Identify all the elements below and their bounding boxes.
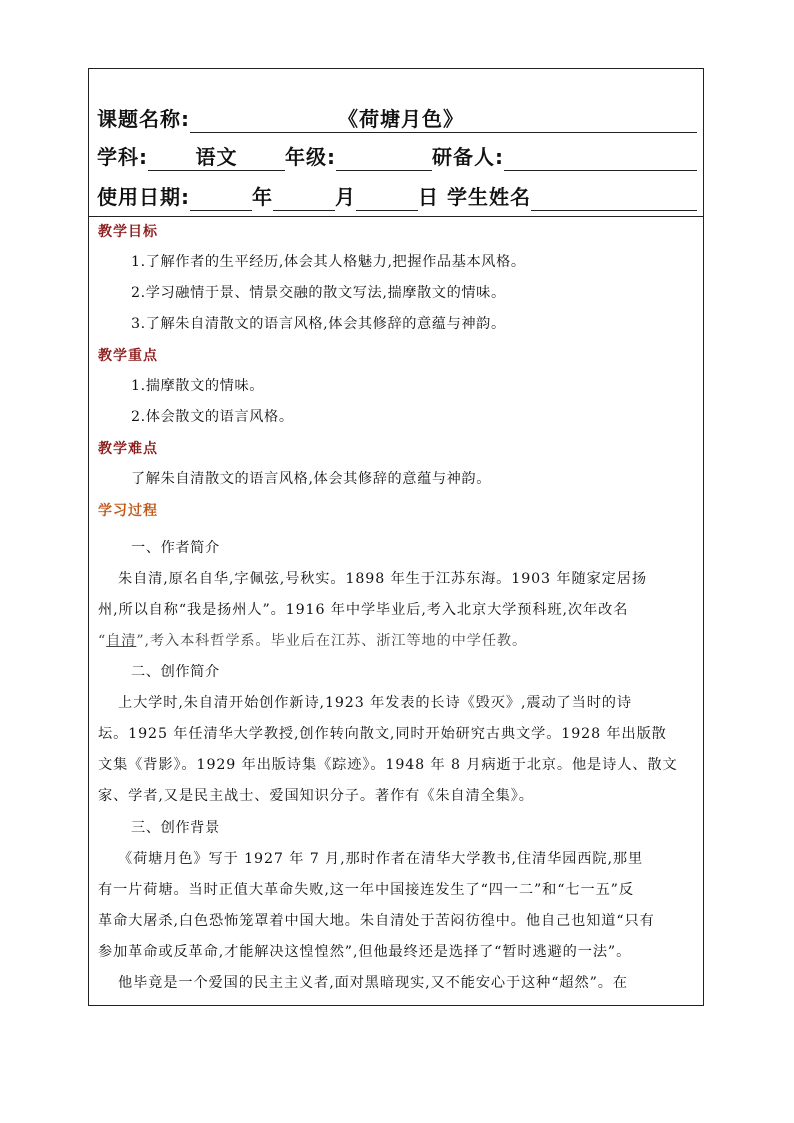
subject-value: 语文 <box>195 145 238 169</box>
date-label: 使用日期: <box>97 185 190 209</box>
title-row <box>97 101 697 133</box>
goal-item: 1.了解作者的生平经历,体会其人格魅力,把握作品基本风格。 <box>131 254 526 270</box>
paragraph-line: 有一片荷塘。当时正值大革命失败,这一年中国接连发生了“四一二”和“七一五”反 <box>98 882 634 898</box>
date-row <box>97 179 697 211</box>
paragraph-line: 他毕竟是一个爱国的民主主义者,面对黑暗现实,又不能安心于这种“超然”。在 <box>118 975 628 991</box>
creation-paragraph <box>98 688 700 812</box>
paragraph-line: 革命大屠杀,白色恐怖笼罩着中国大地。朱自清处于苦闷彷徨中。他自己也知道“只有 <box>98 913 655 929</box>
title-label: 课题名称: <box>97 107 190 131</box>
key-point-item: 2.体会散文的语言风格。 <box>131 409 294 425</box>
subject-label: 学科: <box>97 145 148 169</box>
day-label: 日 <box>418 185 439 209</box>
title-field[interactable] <box>190 106 697 133</box>
paragraph-line: 家、学者,又是民主战士、爱国知识分子。著作有《朱自清全集》。 <box>98 788 534 804</box>
goals-heading: 教学目标 <box>98 224 158 240</box>
quote-open: “ <box>98 633 107 649</box>
grade-field[interactable] <box>336 144 432 171</box>
header-section <box>89 69 703 217</box>
process-heading: 学习过程 <box>98 503 158 519</box>
section-title-background: 三、创作背景 <box>131 820 220 836</box>
title-value: 《荷塘月色》 <box>338 107 464 131</box>
section-title-creation: 二、创作简介 <box>131 664 220 680</box>
paragraph-line <box>98 626 700 657</box>
difficulty-heading: 教学难点 <box>98 441 158 457</box>
preparer-label: 研备人: <box>432 145 504 169</box>
paragraph-line: 《荷塘月色》写于 1927 年 7 月,那时作者在清华大学教书,住清华园西院,那里 <box>118 851 644 867</box>
link-zi-qing[interactable]: 自清 <box>106 633 137 649</box>
difficulty-text: 了解朱自清散文的语言风格,体会其修辞的意蕴与神韵。 <box>131 471 492 487</box>
paragraph-line: 朱自清,原名自华,字佩弦,号秋实。1898 年生于江苏东海。1903 年随家定居扬 <box>118 571 647 587</box>
line-text: ”,考入本科哲学系。毕业后在江苏、浙江等地的中学任教。 <box>136 633 528 649</box>
paragraph-line: 州,所以自称“我是扬州人”。1916 年中学毕业后,考入北京大学预科班,次年改名 <box>98 602 629 618</box>
year-field[interactable] <box>190 184 252 211</box>
day-field[interactable] <box>356 184 418 211</box>
section-title-author: 一、作者简介 <box>131 540 220 556</box>
goal-item: 3.了解朱自清散文的语言风格,体会其修辞的意蕴与神韵。 <box>131 316 506 332</box>
author-paragraph <box>98 564 700 657</box>
subject-field[interactable] <box>148 144 285 171</box>
key-points-heading: 教学重点 <box>98 348 158 364</box>
preparer-field[interactable] <box>504 144 697 171</box>
paragraph-line: 文集《背影》。1929 年出版诗集《踪迹》。1948 年 8 月病逝于北京。他是诗人、散文 <box>98 757 678 773</box>
goal-item: 2.学习融情于景、情景交融的散文写法,揣摩散文的情味。 <box>131 285 506 301</box>
student-field[interactable] <box>531 184 697 211</box>
paragraph-line: 参加革命或反革命,才能解决这惶惶然”,但他最终还是选择了“暂时逃避的一法”。 <box>98 944 632 960</box>
lesson-plan-table <box>88 68 704 1006</box>
grade-label: 年级: <box>285 145 336 169</box>
year-label: 年 <box>252 185 273 209</box>
month-label: 月 <box>335 185 356 209</box>
student-label: 学生姓名 <box>447 185 531 209</box>
key-point-item: 1.揣摩散文的情味。 <box>131 378 265 394</box>
background-paragraph <box>98 844 700 999</box>
subject-row <box>97 139 697 171</box>
paragraph-line: 上大学时,朱自清开始创作新诗,1923 年发表的长诗《毁灭》,震动了当时的诗 <box>118 695 632 711</box>
paragraph-line: 坛。1925 年任清华大学教授,创作转向散文,同时开始研究古典文学。1928 年出版散 <box>98 726 667 742</box>
month-field[interactable] <box>273 184 335 211</box>
